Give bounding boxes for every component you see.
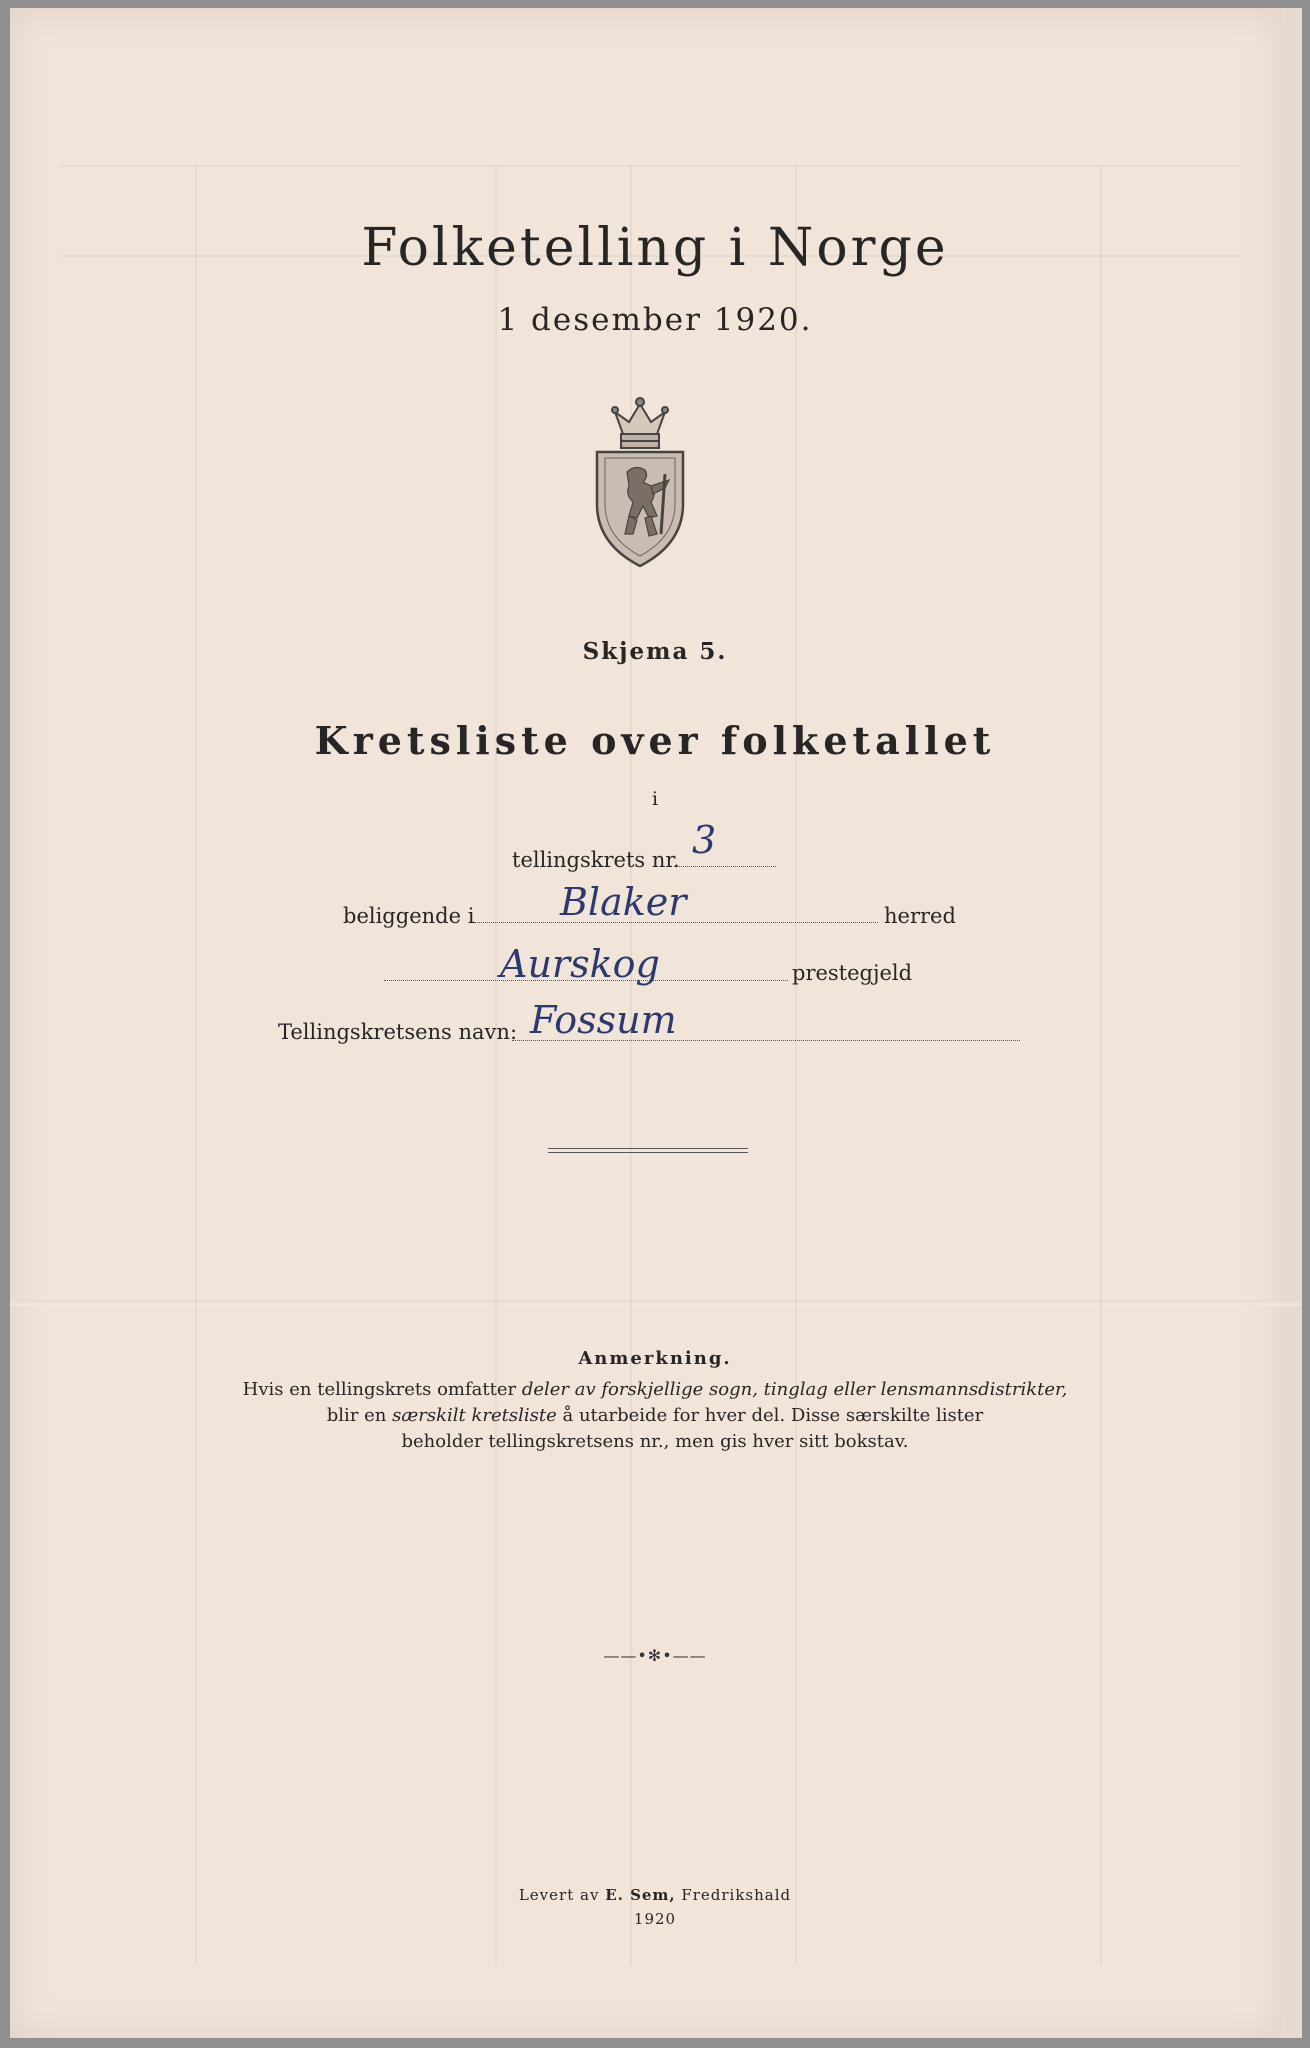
navn-value: Fossum — [530, 998, 677, 1042]
printer-name: E. Sem, — [605, 1886, 676, 1904]
bleed-through-line — [60, 165, 1240, 167]
herred-prefix-label: beliggende i — [343, 904, 475, 928]
remark-line — [0, 1403, 1310, 1429]
norwegian-coat-of-arms-icon — [585, 394, 695, 570]
printer-year: 1920 — [633, 1910, 677, 1928]
page-fold — [10, 1300, 1300, 1306]
separator-rule — [548, 1152, 748, 1153]
remark-text: Hvis en tellingskrets omfatter — [242, 1379, 522, 1400]
remark-emphasis: særskilt kretsliste — [392, 1405, 557, 1426]
document-date: 1 desember 1920. — [497, 302, 813, 338]
remark-emphasis: deler av forskjellige sogn, tinglag eller lensmannsdistrikter, — [521, 1379, 1068, 1400]
bleed-through-line — [195, 165, 197, 1965]
document-title: Folketelling i Norge — [361, 218, 949, 278]
prestegjeld-value: Aurskog — [500, 942, 660, 986]
remark-text: blir en — [326, 1405, 393, 1426]
herred-suffix-label: herred — [884, 904, 956, 928]
printer-prefix: Levert av — [518, 1886, 606, 1904]
preposition-label: i — [651, 788, 659, 810]
remark-line: beholder tellingskretsens nr., men gis hver sitt bokstav. — [401, 1431, 909, 1452]
printer-credit — [0, 1886, 1310, 1904]
bleed-through-line — [495, 165, 497, 1965]
schema-number: Skjema 5. — [582, 638, 728, 665]
prestegjeld-suffix-label: prestegjeld — [792, 961, 913, 985]
remark-heading: Anmerkning. — [578, 1348, 732, 1369]
remark-line — [0, 1377, 1310, 1403]
separator-rule — [548, 1148, 748, 1149]
herred-value: Blaker — [560, 880, 687, 924]
krets-number-value: 3 — [692, 818, 717, 862]
navn-label: Tellingskretsens navn: — [278, 1020, 518, 1044]
printer-city: Fredrikshald — [675, 1886, 792, 1904]
bleed-through-line — [1100, 165, 1102, 1965]
list-title: Kretsliste over folketallet — [314, 718, 996, 763]
krets-number-line — [674, 866, 776, 867]
remark-text: å utarbeide for hver del. Disse særskilte lister — [556, 1405, 984, 1426]
bleed-through-line — [795, 165, 797, 1965]
krets-number-label: tellingskrets nr. — [512, 848, 680, 872]
ornament-divider: ——•✻•—— — [603, 1646, 707, 1665]
